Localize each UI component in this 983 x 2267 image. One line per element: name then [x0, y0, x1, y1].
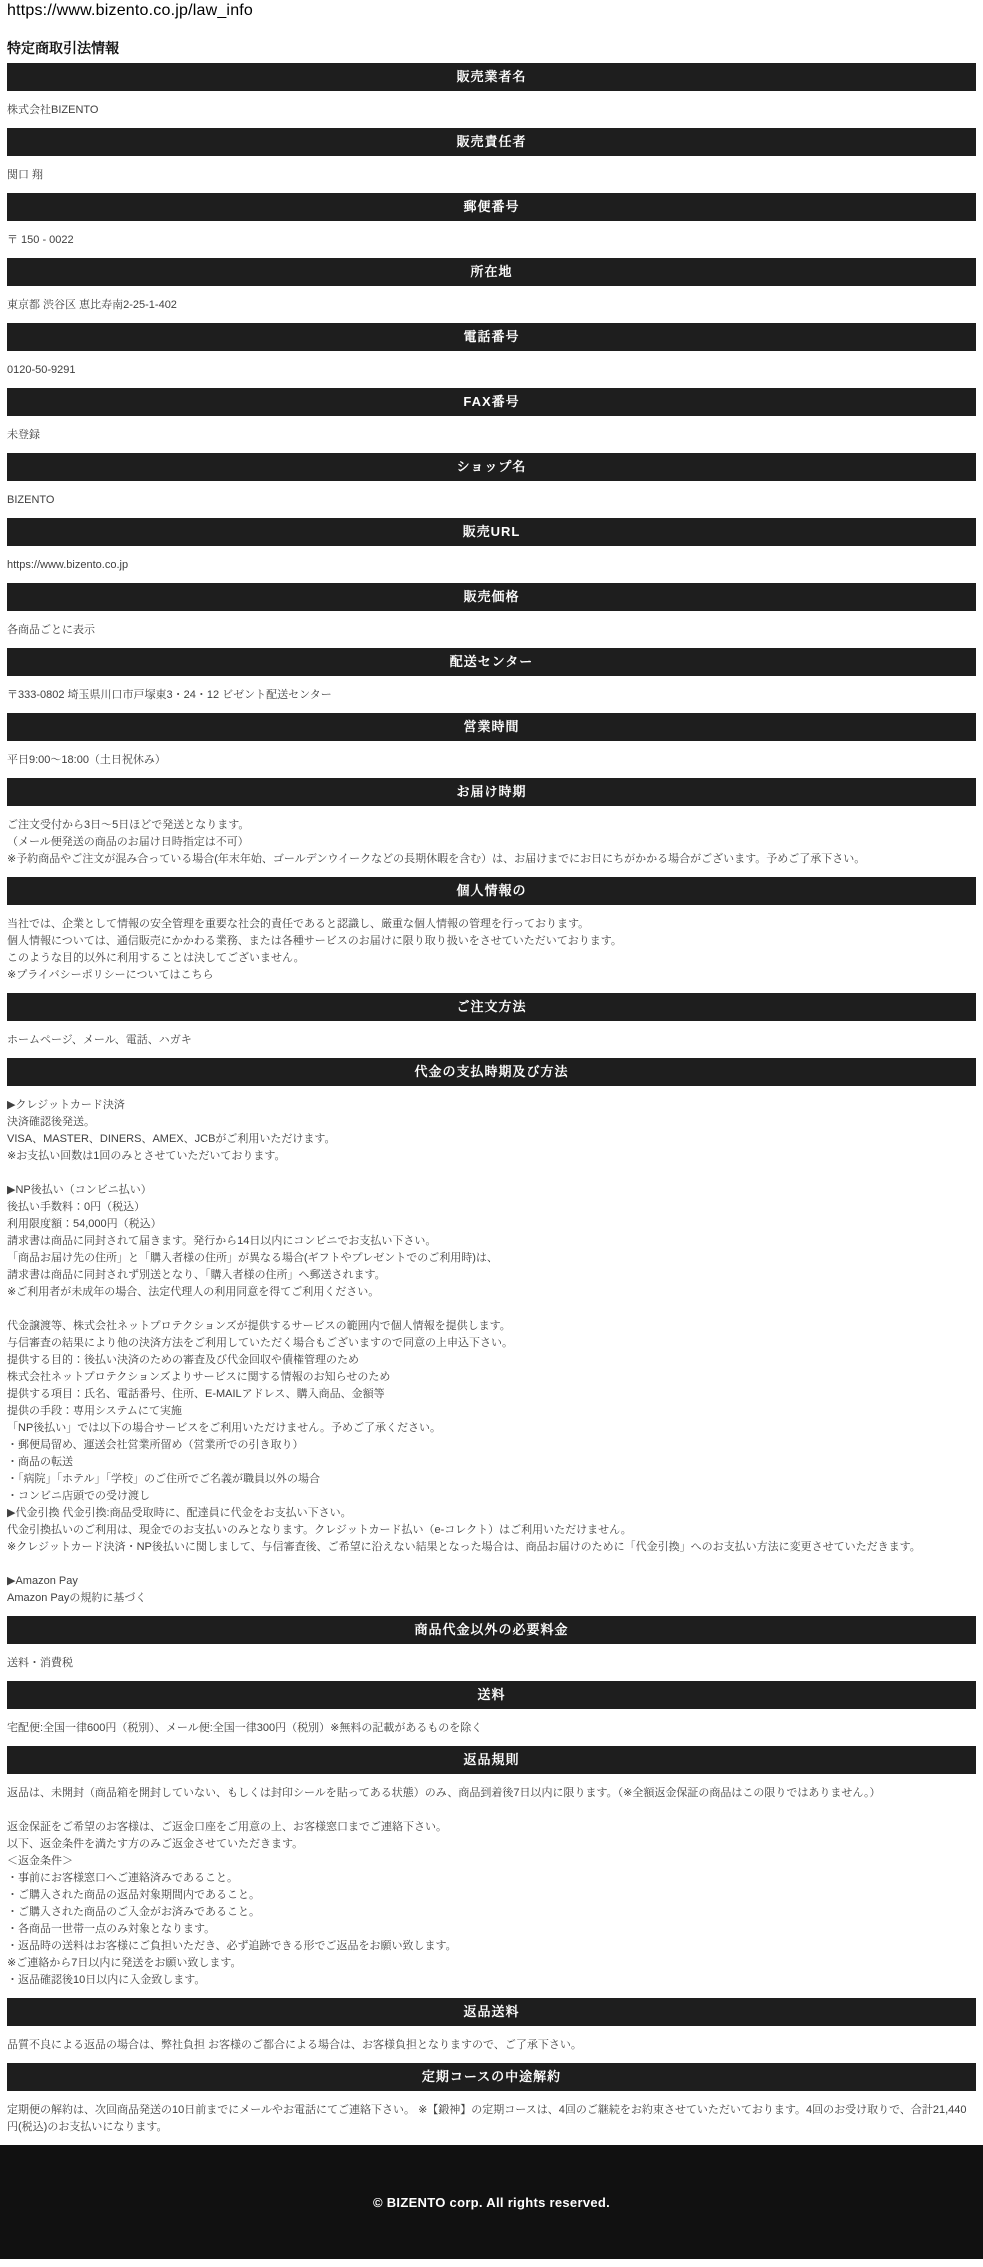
law-section — [7, 648, 976, 704]
section-content-line: 代金引換払いのご利用は、現金でのお支払いのみとなります。クレジットカード払い（e-コレクト）はご利用いただけません。 — [7, 1524, 632, 1536]
section-header-bar: 送料 — [7, 1681, 976, 1709]
section-content-line: ・ご購入された商品の返品対象期間内であること。 — [7, 1889, 260, 1901]
section-content-line: ※ご連絡から7日以内に発送をお願い致します。 — [7, 1957, 242, 1969]
section-content-line — [7, 1556, 976, 1573]
section-content-line: 平日9:00〜18:00（土日祝休み） — [7, 754, 166, 766]
section-content-line: ※予約商品やご注文が混み合っている場合(年末年始、ゴールデンウイークなどの長期休暇を含む）は、お届けまでにお日にちがかかる場合がございます。予めご了承下さい。 — [7, 853, 866, 865]
section-header-bar: お届け時期 — [7, 778, 976, 806]
law-section — [7, 193, 976, 249]
section-content-line: 提供の手段：専用システムにて実施 — [7, 1405, 182, 1417]
section-content-line: 請求書は商品に同封されず別送となり、「購入者様の住所」へ郵送されます。 — [7, 1269, 386, 1281]
section-content-line: ※ご利用者が未成年の場合、法定代理人の利用同意を得てご利用ください。 — [7, 1286, 380, 1298]
law-section — [7, 1616, 976, 1672]
section-content — [7, 687, 976, 704]
section-content-line: 当社では、企業として情報の安全管理を重要な社会的責任であると認識し、厳重な個人情報の管理を行っております。 — [7, 918, 590, 930]
section-content-line: ・事前にお客様窓口へご連絡済みであること。 — [7, 1872, 238, 1884]
section-content-line: 提供する項目：氏名、電話番号、住所、E-MAILアドレス、購入商品、金額等 — [7, 1388, 385, 1400]
section-content-line: 株式会社BIZENTO — [7, 104, 99, 116]
section-content-line: 請求書は商品に同封されて届きます。発行から14日以内にコンビニでお支払い下さい。 — [7, 1235, 437, 1247]
section-content-line: 定期便の解約は、次回商品発送の10日前までにメールやお電話にてご連絡下さい。 ※【鍛神】の定期コースは、4回のご継続をお約束させていただいております。4回のお受け取りで、合計21,440円(税込)のお支払いになります。 — [7, 2104, 967, 2133]
section-header-bar: 返品規則 — [7, 1746, 976, 1774]
section-content-line — [7, 1165, 976, 1182]
section-content-line: ▶代金引換 代金引換:商品受取時に、配達員に代金をお支払い下さい。 — [7, 1507, 352, 1519]
section-content — [7, 622, 976, 639]
section-content-line: ▶NP後払い（コンビニ払い） — [7, 1184, 152, 1196]
section-content-line: ※お支払い回数は1回のみとさせていただいております。 — [7, 1150, 286, 1162]
section-content — [7, 1655, 976, 1672]
law-section — [7, 1746, 976, 1989]
law-section — [7, 583, 976, 639]
section-content-line: 株式会社ネットプロテクションズよりサービスに関する情報のお知らせのため — [7, 1371, 391, 1383]
section-header-bar: 電話番号 — [7, 323, 976, 351]
law-section — [7, 877, 976, 984]
section-content — [7, 297, 976, 314]
section-content-line: BIZENTO — [7, 494, 55, 506]
law-section — [7, 713, 976, 769]
section-header-bar: 郵便番号 — [7, 193, 976, 221]
section-content-line: 個人情報については、通信販売にかかわる業務、または各種サービスのお届けに限り取り扱いをさせていただいております。 — [7, 935, 622, 947]
section-content-line: ・返品時の送料はお客様にご負担いただき、必ず追跡できる形でご返品をお願い致します。 — [7, 1940, 457, 1952]
section-content-line: ・各商品一世帯一点のみ対象となります。 — [7, 1923, 216, 1935]
section-content-line: ・コンビニ店頭での受け渡し — [7, 1490, 150, 1502]
section-content-line: 各商品ごとに表示 — [7, 624, 95, 636]
section-content — [7, 427, 976, 444]
section-content — [7, 2037, 976, 2054]
law-info-page — [0, 2, 983, 2136]
section-header-bar: FAX番号 — [7, 388, 976, 416]
section-content-line: ・商品の転送 — [7, 1456, 73, 1468]
section-content-line: ・「病院」「ホテル」「学校」のご住所でご名義が職員以外の場合 — [7, 1473, 320, 1485]
section-content-line: ・郵便局留め、運送会社営業所留め（営業所での引き取り） — [7, 1439, 304, 1451]
section-header-bar: 商品代金以外の必要料金 — [7, 1616, 976, 1644]
law-section — [7, 1998, 976, 2054]
section-header-bar: 所在地 — [7, 258, 976, 286]
section-content-line: （メール便発送の商品のお届け日時指定は不可） — [7, 836, 249, 848]
law-section — [7, 993, 976, 1049]
section-content-line: ・ご購入された商品のご入金がお済みであること。 — [7, 1906, 260, 1918]
section-content — [7, 916, 976, 984]
section-content-line — [7, 1301, 976, 1318]
section-content-line: 決済確認後発送。 — [7, 1116, 95, 1128]
law-section — [7, 258, 976, 314]
section-content — [7, 232, 976, 249]
section-content-line: 品質不良による返品の場合は、弊社負担 お客様のご都合による場合は、お客様負担となりますので、ご了承下さい。 — [7, 2039, 582, 2051]
section-header-bar: 販売責任者 — [7, 128, 976, 156]
section-content-line: ※クレジットカード決済・NP後払いに関しまして、与信審査後、ご希望に沿えない結果となった場合は、商品お届けのために「代金引換」へのお支払い方法に変更させていただきます。 — [7, 1541, 921, 1553]
section-content-line: 「商品お届け先の住所」と「購入者様の住所」が異なる場合(ギフトやプレゼントでのご利用時)は、 — [7, 1252, 498, 1264]
section-header-bar: 営業時間 — [7, 713, 976, 741]
section-content — [7, 1720, 976, 1737]
section-content — [7, 2102, 976, 2136]
section-content-line: 0120-50-9291 — [7, 364, 76, 376]
section-content-line: 与信審査の結果により他の決済方法をご利用していただく場合もございますので同意の上申込下さい。 — [7, 1337, 513, 1349]
section-content-line: このような目的以外に利用することは決してございません。 — [7, 952, 305, 964]
section-content-line: 利用限度額：54,000円（税込） — [7, 1218, 162, 1230]
section-content-line: 宅配便:全国一律600円（税別）、メール便:全国一律300円（税別）※無料の記載があるものを除く — [7, 1722, 483, 1734]
section-content-line: 「NP後払い」では以下の場合サービスをご利用いただけません。予めご了承ください。 — [7, 1422, 441, 1434]
law-section — [7, 1681, 976, 1737]
section-content-line: 〒333-0802 埼玉県川口市戸塚東3・24・12 ビゼント配送センター — [7, 689, 332, 701]
law-section — [7, 778, 976, 868]
page-title: 特定商取引法情報 — [7, 40, 119, 56]
sections — [7, 63, 976, 2136]
footer-copyright: © BIZENTO corp. All rights reserved. — [372, 2194, 611, 2210]
section-content-line: ▶Amazon Pay — [7, 1575, 78, 1587]
section-content — [7, 557, 976, 574]
section-header-bar: 代金の支払時期及び方法 — [7, 1058, 976, 1086]
section-content-line: 関口 翔 — [7, 169, 44, 181]
section-content — [7, 1032, 976, 1049]
section-header-bar: 販売価格 — [7, 583, 976, 611]
section-content — [7, 102, 976, 119]
section-content — [7, 752, 976, 769]
section-content-line: 提供する目的：後払い決済のための審査及び代金回収や債権管理のため — [7, 1354, 359, 1366]
law-section — [7, 1058, 976, 1607]
section-content-line: VISA、MASTER、DINERS、AMEX、JCBがご利用いただけます。 — [7, 1133, 336, 1145]
section-content-line: ・返品確認後10日以内に入金致します。 — [7, 1974, 206, 1986]
section-content-line: 送料・消費税 — [7, 1657, 73, 1669]
section-content — [7, 362, 976, 379]
section-content-line: ＜返金条件＞ — [7, 1855, 73, 1867]
law-section — [7, 388, 976, 444]
section-content-line: ▶クレジットカード決済 — [7, 1099, 125, 1111]
section-content-line: Amazon Payの規約に基づく — [7, 1592, 147, 1604]
section-content — [7, 1097, 976, 1607]
page-url-text: https://www.bizento.co.jp/law_info — [7, 2, 254, 19]
section-header-bar: 返品送料 — [7, 1998, 976, 2026]
section-content-line: ご注文受付から3日〜5日ほどで発送となります。 — [7, 819, 250, 831]
section-content-line: 返品は、未開封（商品箱を開封していない、もしくは封印シールを貼ってある状態）のみ、商品到着後7日以内に限ります。（※全額返金保証の商品はこの限りではありません。） — [7, 1787, 881, 1799]
section-content-line: ※プライバシーポリシーについてはこちら — [7, 969, 214, 981]
section-header-bar: 配送センター — [7, 648, 976, 676]
law-section — [7, 453, 976, 509]
law-section — [7, 63, 976, 119]
site-footer — [0, 2145, 983, 2259]
law-section — [7, 128, 976, 184]
section-header-bar: ご注文方法 — [7, 993, 976, 1021]
section-content-line: 以下、返金条件を満たす方のみご返金させていただきます。 — [7, 1838, 304, 1850]
section-content-line — [7, 1802, 976, 1819]
section-content — [7, 167, 976, 184]
section-content-line: 返金保証をご希望のお客様は、ご返金口座をご用意の上、お客様窓口までご連絡下さい。 — [7, 1821, 447, 1833]
section-content — [7, 492, 976, 509]
section-content — [7, 1785, 976, 1989]
section-content-line: 未登録 — [7, 429, 40, 441]
law-section — [7, 323, 976, 379]
section-content-line: 東京都 渋谷区 恵比寿南2-25-1-402 — [7, 299, 177, 311]
section-content-line: 代金譲渡等、株式会社ネットプロテクションズが提供するサービスの範囲内で個人情報を提供します。 — [7, 1320, 511, 1332]
section-content-line: 後払い手数料：0円（税込） — [7, 1201, 146, 1213]
section-header-bar: 個人情報の — [7, 877, 976, 905]
law-section — [7, 518, 976, 574]
section-content-line: 〒 150 - 0022 — [7, 234, 74, 246]
section-content — [7, 817, 976, 868]
section-header-bar: 定期コースの中途解約 — [7, 2063, 976, 2091]
section-content-line: https://www.bizento.co.jp — [7, 559, 129, 571]
section-header-bar: ショップ名 — [7, 453, 976, 481]
section-content-line: ホームページ、メール、電話、ハガキ — [7, 1034, 192, 1046]
law-section — [7, 2063, 976, 2136]
section-header-bar: 販売業者名 — [7, 63, 976, 91]
section-header-bar: 販売URL — [7, 518, 976, 546]
